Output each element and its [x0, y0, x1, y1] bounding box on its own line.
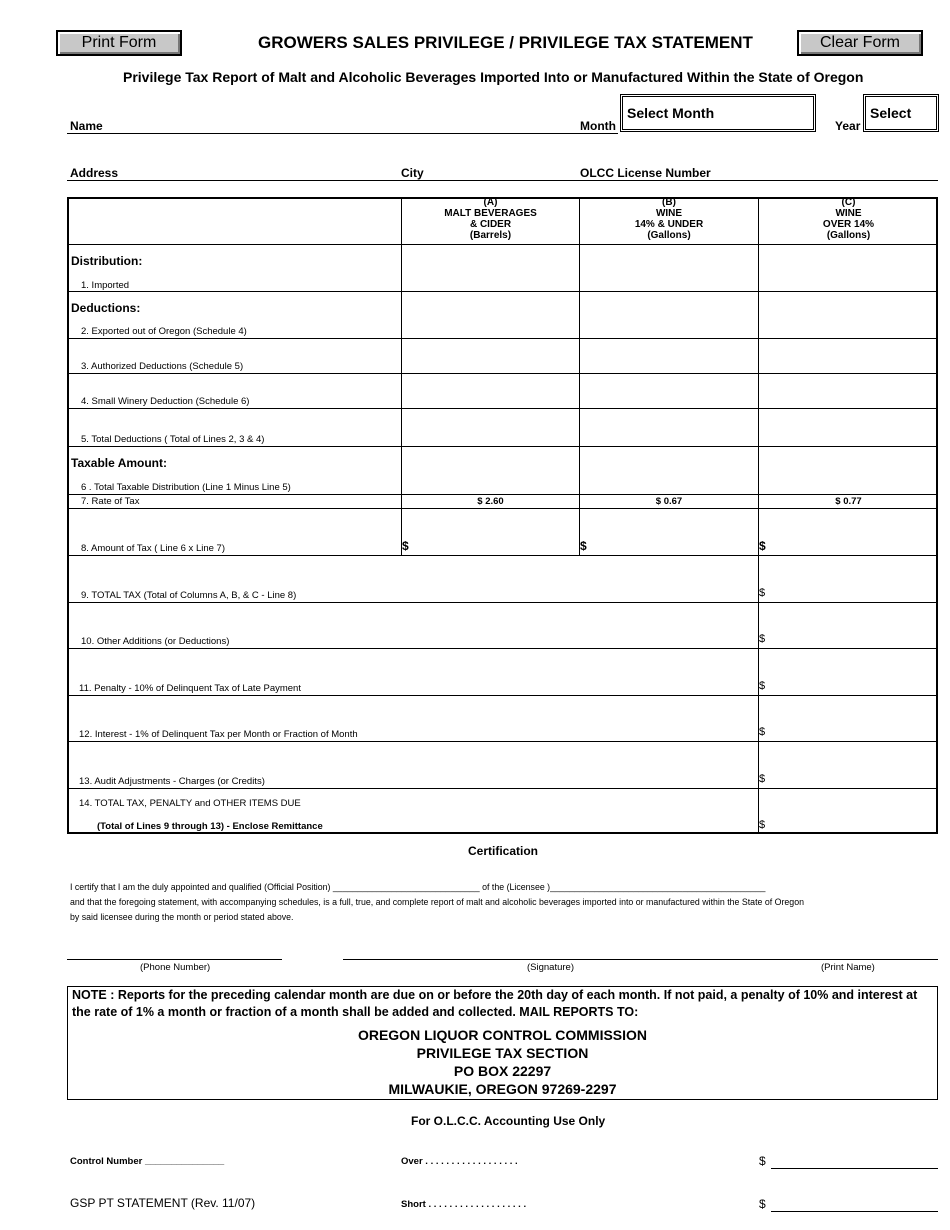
form-id: GSP PT STATEMENT (Rev. 11/07) [70, 1196, 256, 1210]
tax-table [67, 197, 938, 834]
row-divider [69, 494, 938, 495]
row-14-label: 14. TOTAL TAX, PENALTY and OTHER ITEMS DUE [79, 798, 301, 809]
city-label: City [401, 166, 424, 180]
audit-dollar: $ [759, 773, 766, 785]
row-10-label: 10. Other Additions (or Deductions) [81, 636, 230, 647]
row-divider [69, 408, 938, 409]
row-5-label: 5. Total Deductions ( Total of Lines 2, 3 & 4) [81, 434, 265, 445]
form-subtitle: Privilege Tax Report of Malt and Alcoholic Beverages Imported Into or Manufactured Within the State of Oregon [123, 69, 864, 85]
distribution-heading: Distribution: [71, 254, 143, 268]
certification-heading: Certification [468, 844, 539, 858]
row-12-label: 12. Interest - 1% of Delinquent Tax per Month or Fraction of Month [79, 729, 358, 740]
rate-a: $ 2.60 [477, 496, 504, 507]
month-label: Month [580, 119, 616, 133]
row-1-label: 1. Imported [81, 280, 130, 291]
rate-b: $ 0.67 [655, 496, 683, 507]
row-13-label: 13. Audit Adjustments - Charges (or Credits) [79, 776, 265, 787]
interest-dollar: $ [759, 726, 766, 738]
other-additions-dollar: $ [759, 633, 766, 645]
penalty-dollar: $ [759, 680, 766, 692]
mailing-address-line-1: OREGON LIQUOR CONTROL COMMISSION [357, 1027, 648, 1043]
short-label: Short . . . . . . . . . . . . . . . . . . . [401, 1199, 527, 1210]
phone-line [67, 959, 282, 960]
column-header-a: (A) MALT BEVERAGES & CIDER (Barrels) [444, 197, 537, 241]
total-tax-dollar: $ [759, 587, 766, 599]
rate-c: $ 0.77 [835, 496, 862, 507]
month-select[interactable]: Select Month [620, 94, 816, 132]
note-text: NOTE : Reports for the preceding calendar month are due on or before the 20th day of each month. If not paid, a penalty of 10% and interest at the rate of 1% a month or fraction of a month shall be added and collected. MAIL REPORTS TO: [72, 988, 918, 1019]
certification-text [70, 880, 940, 925]
row-7-label: 7. Rate of Tax [81, 496, 140, 507]
over-dollar: $ [759, 1154, 766, 1168]
taxable-heading: Taxable Amount: [71, 456, 168, 470]
certification-line-2: and that the foregoing statement, with accompanying schedules, is a full, true, and complete report of malt and alcoholic beverages imported into or manufactured within the State of Oregon [70, 897, 804, 907]
control-number: Control Number _______________ [70, 1156, 225, 1167]
row-divider [69, 741, 938, 742]
signature-caption: (Signature) [527, 962, 574, 973]
short-dollar: $ [759, 1197, 766, 1211]
row-8-label: 8. Amount of Tax ( Line 6 x Line 7) [81, 543, 225, 554]
name-line [67, 133, 618, 134]
print-name-caption: (Print Name) [821, 962, 875, 973]
row-14-sublabel: (Total of Lines 9 through 13) - Enclose Remittance [97, 821, 323, 832]
over-line [771, 1168, 938, 1169]
certification-line-1: I certify that I am the duly appointed and qualified (Official Position) ______________________________ of the (Licensee )____________________________________________ [70, 882, 766, 892]
row-divider [69, 508, 938, 509]
over-label: Over . . . . . . . . . . . . . . . . . . [401, 1156, 518, 1167]
col-divider-c [758, 199, 759, 834]
column-header-c: (C) WINE OVER 14% (Gallons) [822, 197, 875, 241]
row-divider [69, 338, 938, 339]
year-label: Year [835, 119, 861, 133]
row-divider [69, 788, 938, 789]
address-line [67, 180, 938, 181]
accounting-heading: For O.L.C.C. Accounting Use Only [411, 1114, 606, 1128]
note-box [67, 986, 938, 1100]
amount-a-dollar: $ [402, 539, 409, 553]
row-6-label: 6 . Total Taxable Distribution (Line 1 Minus Line 5) [81, 482, 291, 493]
row-divider [69, 648, 938, 649]
total-due-dollar: $ [759, 819, 766, 831]
name-label: Name [70, 119, 103, 133]
column-header-b: (B) WINE 14% & UNDER (Gallons) [634, 197, 704, 241]
print-form-button[interactable]: Print Form [56, 30, 182, 56]
year-select[interactable]: Select [863, 94, 939, 132]
phone-caption: (Phone Number) [140, 962, 211, 973]
address-label: Address [70, 166, 119, 180]
signature-line [343, 959, 938, 960]
license-label: OLCC License Number [580, 166, 711, 180]
row-11-label: 11. Penalty - 10% of Delinquent Tax of Late Payment [79, 683, 301, 694]
row-4-label: 4. Small Winery Deduction (Schedule 6) [81, 396, 250, 407]
row-2-label: 2. Exported out of Oregon (Schedule 4) [81, 326, 247, 337]
form-title: GROWERS SALES PRIVILEGE / PRIVILEGE TAX STATEMENT [258, 33, 753, 52]
amount-b-dollar: $ [580, 539, 587, 553]
deductions-heading: Deductions: [71, 301, 141, 315]
row-3-label: 3. Authorized Deductions (Schedule 5) [81, 361, 244, 372]
mailing-address-line-4: MILWAUKIE, OREGON 97269-2297 [388, 1081, 617, 1097]
short-line [771, 1211, 938, 1212]
row-divider [69, 291, 938, 292]
certification-line-3: by said licensee during the month or period stated above. [70, 912, 294, 922]
row-divider [69, 373, 938, 374]
row-divider [69, 602, 938, 603]
mailing-address-line-2: PRIVILEGE TAX SECTION [416, 1045, 589, 1061]
row-divider [69, 695, 938, 696]
header-divider [69, 244, 938, 245]
row-divider [69, 446, 938, 447]
clear-form-button[interactable]: Clear Form [797, 30, 923, 56]
amount-c-dollar: $ [759, 539, 766, 553]
row-9-label: 9. TOTAL TAX (Total of Columns A, B, & C - Line 8) [81, 590, 297, 601]
row-divider [69, 555, 938, 556]
mailing-address-line-3: PO BOX 22297 [453, 1063, 552, 1079]
